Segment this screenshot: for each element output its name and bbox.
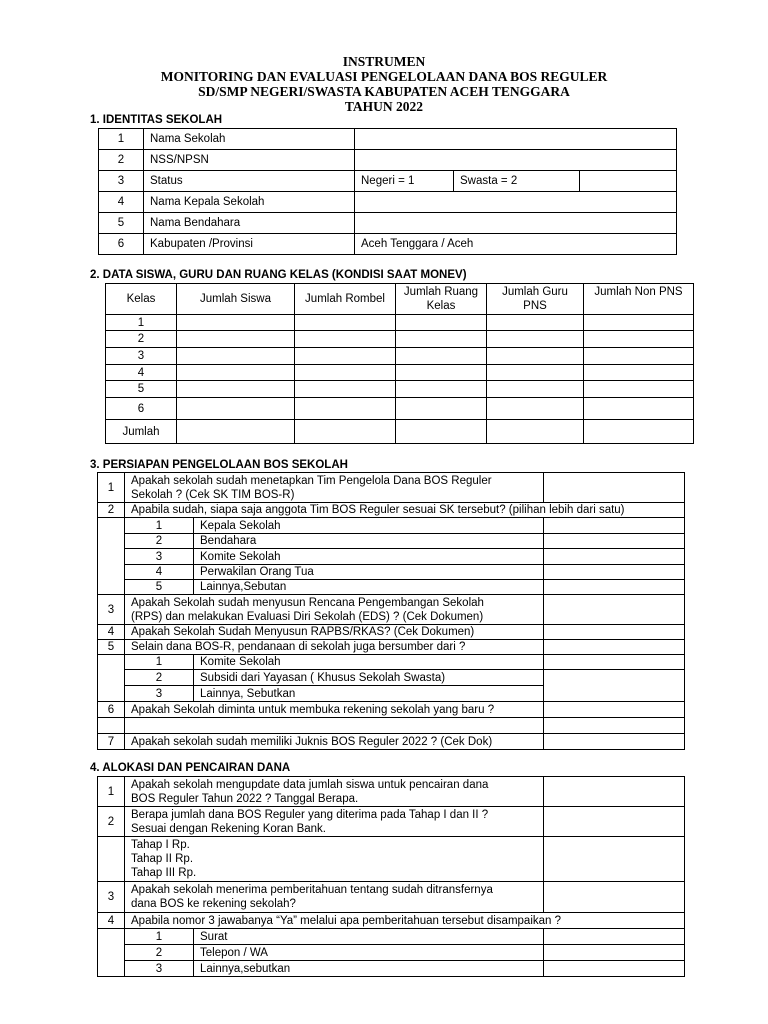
data-cell[interactable]	[584, 381, 694, 398]
doc-title-line1: INSTRUMEN	[342, 54, 426, 69]
row-number: 5	[99, 213, 144, 234]
tahap-1-label: Tahap I Rp.	[131, 839, 190, 851]
data-cell[interactable]	[295, 315, 396, 331]
question-text: Selain dana BOS-R, pendanaan di sekolah juga bersumber dari ?	[125, 640, 544, 655]
option-number: 2	[125, 945, 194, 961]
question-text: Apakah Sekolah diminta untuk membuka rekening sekolah yang baru ?	[125, 702, 544, 718]
data-cell[interactable]	[295, 381, 396, 398]
status-option-swasta: Swasta = 2	[454, 171, 580, 192]
question-line: Sesuai dengan Rekening Koran Bank.	[131, 822, 327, 835]
table-row	[98, 734, 685, 750]
bendahara-field[interactable]	[355, 213, 677, 234]
student-data-table	[105, 283, 694, 444]
nss-npsn-field[interactable]	[355, 150, 677, 171]
data-cell[interactable]	[396, 381, 487, 398]
persiapan-table	[97, 472, 685, 750]
data-cell[interactable]	[177, 315, 295, 331]
field-label: Nama Bendahara	[144, 213, 355, 234]
nama-sekolah-field[interactable]	[355, 129, 677, 150]
data-cell[interactable]	[177, 331, 295, 348]
option-number: 5	[125, 580, 194, 595]
table-row	[98, 565, 685, 580]
row-number: 6	[99, 234, 144, 255]
data-cell[interactable]	[295, 348, 396, 365]
data-cell[interactable]	[177, 381, 295, 398]
answer-field[interactable]	[544, 534, 685, 549]
answer-field[interactable]	[544, 580, 685, 595]
kelas-cell: 6	[106, 398, 177, 420]
question-number: 3	[98, 882, 125, 913]
row-number: 3	[99, 171, 144, 192]
option-number: 1	[125, 518, 194, 534]
answer-field[interactable]	[544, 655, 685, 670]
blank-cell	[98, 929, 125, 977]
option-label: Lainnya,Sebutan	[194, 580, 544, 595]
answer-field[interactable]	[544, 473, 685, 503]
data-cell[interactable]	[295, 365, 396, 381]
option-label: Kepala Sekolah	[194, 518, 544, 534]
question-number: 4	[98, 625, 125, 640]
answer-field[interactable]	[544, 961, 685, 977]
answer-field[interactable]	[544, 670, 685, 702]
status-option-negeri: Negeri = 1	[355, 171, 454, 192]
question-text: Apakah Sekolah Sudah Menyusun RAPBS/RKAS? (Cek Dokumen)	[125, 625, 544, 640]
row-number: 4	[99, 192, 144, 213]
blank-cell	[98, 837, 125, 882]
table-row	[98, 929, 685, 945]
col-header-guru-pns: Jumlah Guru PNS	[487, 284, 584, 315]
data-cell[interactable]	[584, 420, 694, 444]
question-line: BOS Reguler Tahun 2022 ? Tanggal Berapa.	[131, 792, 359, 805]
option-label: Komite Sekolah	[194, 549, 544, 565]
data-cell[interactable]	[177, 420, 295, 444]
table-row	[106, 331, 694, 348]
col-header-kelas: Kelas	[106, 284, 177, 315]
table-row	[98, 961, 685, 977]
question-number: 7	[98, 734, 125, 750]
table-row	[106, 315, 694, 331]
table-row	[99, 213, 677, 234]
answer-field[interactable]	[544, 882, 685, 913]
data-cell[interactable]	[295, 398, 396, 420]
data-cell[interactable]	[584, 315, 694, 331]
table-row	[98, 549, 685, 565]
answer-field[interactable]	[544, 777, 685, 807]
data-cell[interactable]	[177, 398, 295, 420]
tahap-2-label: Tahap II Rp.	[131, 853, 194, 865]
question-number: 1	[98, 777, 125, 807]
option-number: 3	[125, 549, 194, 565]
kelas-cell: 5	[106, 381, 177, 398]
section-3-heading: 3. PERSIAPAN PENGELOLAAN BOS SEKOLAH	[90, 459, 348, 471]
kabupaten-provinsi-value: Aceh Tenggara / Aceh	[355, 234, 677, 255]
data-cell[interactable]	[487, 398, 584, 420]
question-line: Apakah sekolah sudah menetapkan Tim Pengelola Dana BOS Reguler	[131, 474, 492, 487]
table-header-row	[106, 284, 694, 315]
option-number: 1	[125, 929, 194, 945]
data-cell[interactable]	[295, 420, 396, 444]
answer-field[interactable]	[544, 837, 685, 882]
data-cell[interactable]	[396, 420, 487, 444]
answer-field[interactable]	[544, 549, 685, 565]
option-label: Lainnya, Sebutkan	[194, 686, 544, 702]
question-text: Apabila sudah, siapa saja anggota Tim BOS Reguler sesuai SK tersebut? (pilihan lebih dari satu)	[125, 503, 685, 518]
table-row	[98, 945, 685, 961]
question-text: Apabila nomor 3 jawabanya “Ya” melalui apa pemberitahuan tersebut disampaikan ?	[125, 913, 685, 929]
data-cell[interactable]	[584, 348, 694, 365]
data-cell[interactable]	[584, 365, 694, 381]
data-cell[interactable]	[177, 365, 295, 381]
data-cell[interactable]	[396, 348, 487, 365]
question-line: Apakah sekolah menerima pemberitahuan tentang sudah ditransfernya	[131, 884, 493, 896]
jumlah-label: Jumlah	[106, 420, 177, 444]
question-text	[125, 777, 544, 807]
row-number: 2	[99, 150, 144, 171]
field-label: Nama Sekolah	[144, 129, 355, 150]
section-1-heading: 1. IDENTITAS SEKOLAH	[90, 114, 223, 126]
answer-field[interactable]	[544, 640, 685, 655]
data-cell[interactable]	[396, 398, 487, 420]
table-row	[98, 913, 685, 929]
field-label: Status	[144, 171, 355, 192]
question-text	[125, 807, 544, 837]
table-row	[98, 473, 685, 503]
option-number: 4	[125, 565, 194, 580]
table-row	[106, 348, 694, 365]
tahap-list	[125, 837, 544, 882]
table-row	[99, 150, 677, 171]
alokasi-table	[97, 776, 685, 977]
question-number: 1	[98, 473, 125, 503]
question-number: 2	[98, 807, 125, 837]
question-line: (RPS) dan melakukan Evaluasi Diri Sekolah (EDS) ? (Cek Dokumen)	[131, 610, 484, 623]
option-label: Telepon / WA	[194, 945, 544, 961]
question-text	[125, 473, 544, 503]
question-number: 6	[98, 702, 125, 718]
kepala-sekolah-field[interactable]	[355, 192, 677, 213]
table-row	[106, 398, 694, 420]
answer-field[interactable]	[544, 565, 685, 580]
col-header-non-pns: Jumlah Non PNS	[584, 284, 694, 315]
table-row	[99, 192, 677, 213]
doc-title-line4: TAHUN 2022	[344, 99, 424, 114]
field-label: Nama Kepala Sekolah	[144, 192, 355, 213]
question-line: Sekolah ? (Cek SK TIM BOS-R)	[131, 488, 295, 501]
data-cell[interactable]	[177, 348, 295, 365]
question-text: Apakah sekolah sudah memiliki Juknis BOS Reguler 2022 ? (Cek Dok)	[125, 734, 544, 750]
tahap-3-label: Tahap III Rp.	[131, 867, 197, 879]
option-label: Surat	[194, 929, 544, 945]
question-number: 5	[98, 640, 125, 655]
table-row	[106, 381, 694, 398]
status-answer-field[interactable]	[580, 171, 677, 192]
data-cell[interactable]	[487, 331, 584, 348]
blank-cell	[98, 718, 125, 734]
data-cell[interactable]	[396, 315, 487, 331]
data-cell[interactable]	[295, 331, 396, 348]
answer-field[interactable]	[544, 929, 685, 945]
kelas-cell: 2	[106, 331, 177, 348]
question-text	[125, 882, 544, 913]
question-line: Apakah Sekolah sudah menyusun Rencana Pengembangan Sekolah	[131, 596, 484, 609]
answer-field[interactable]	[544, 718, 685, 734]
col-header-jumlah-siswa: Jumlah Siswa	[177, 284, 295, 315]
question-line: Apakah sekolah mengupdate data jumlah siswa untuk pencairan dana	[131, 778, 489, 791]
question-number: 4	[98, 913, 125, 929]
option-number: 1	[125, 655, 194, 670]
option-label: Perwakilan Orang Tua	[194, 565, 544, 580]
kelas-cell: 1	[106, 315, 177, 331]
doc-title-line2: MONITORING DAN EVALUASI PENGELOLAAN DANA BOS REGULER	[160, 69, 608, 84]
question-line: Berapa jumlah dana BOS Reguler yang diterima pada Tahap I dan II ?	[131, 808, 489, 821]
table-row	[98, 702, 685, 718]
option-label: Bendahara	[194, 534, 544, 549]
table-row	[99, 234, 677, 255]
section-4-heading: 4. ALOKASI DAN PENCAIRAN DANA	[90, 762, 291, 774]
option-number: 2	[125, 534, 194, 549]
option-label: Lainnya,sebutkan	[194, 961, 544, 977]
table-row	[98, 534, 685, 549]
identity-table	[98, 128, 677, 255]
answer-field[interactable]	[544, 702, 685, 718]
field-label: Kabupaten /Provinsi	[144, 234, 355, 255]
question-line: dana BOS ke rekening sekolah?	[131, 898, 296, 910]
table-row	[98, 837, 685, 882]
table-row	[99, 129, 677, 150]
answer-field[interactable]	[544, 945, 685, 961]
option-label: Komite Sekolah	[194, 655, 544, 670]
data-cell[interactable]	[584, 398, 694, 420]
data-cell[interactable]	[487, 315, 584, 331]
question-number: 2	[98, 503, 125, 518]
answer-field[interactable]	[544, 625, 685, 640]
kelas-cell: 4	[106, 365, 177, 381]
table-row	[98, 503, 685, 518]
data-cell[interactable]	[396, 365, 487, 381]
table-row	[98, 718, 685, 734]
table-row	[98, 625, 685, 640]
table-row	[106, 365, 694, 381]
table-row	[98, 640, 685, 655]
blank-cell	[98, 518, 125, 595]
blank-cell	[98, 655, 125, 702]
table-row	[98, 595, 685, 625]
table-row	[98, 655, 685, 670]
data-cell[interactable]	[396, 331, 487, 348]
data-cell[interactable]	[487, 381, 584, 398]
doc-title-line3: SD/SMP NEGERI/SWASTA KABUPATEN ACEH TENGGARA	[198, 84, 570, 99]
table-row	[98, 518, 685, 534]
table-row	[99, 171, 677, 192]
table-row	[98, 670, 685, 686]
data-cell[interactable]	[487, 365, 584, 381]
answer-field[interactable]	[125, 718, 544, 734]
table-row	[98, 882, 685, 913]
question-text	[125, 595, 544, 625]
data-cell[interactable]	[584, 331, 694, 348]
kelas-cell: 3	[106, 348, 177, 365]
row-number: 1	[99, 129, 144, 150]
answer-field[interactable]	[544, 595, 685, 625]
option-label: Subsidi dari Yayasan ( Khusus Sekolah Swasta)	[194, 670, 544, 686]
data-cell[interactable]	[487, 420, 584, 444]
option-number: 2	[125, 670, 194, 686]
data-cell[interactable]	[487, 348, 584, 365]
col-header-jumlah-rombel: Jumlah Rombel	[295, 284, 396, 315]
field-label: NSS/NPSN	[144, 150, 355, 171]
answer-field[interactable]	[544, 807, 685, 837]
table-row	[98, 777, 685, 807]
table-row	[98, 580, 685, 595]
option-number: 3	[125, 686, 194, 702]
answer-field[interactable]	[544, 518, 685, 534]
section-2-heading: 2. DATA SISWA, GURU DAN RUANG KELAS (KONDISI SAAT MONEV)	[90, 269, 467, 281]
table-row	[98, 807, 685, 837]
table-total-row	[106, 420, 694, 444]
option-number: 3	[125, 961, 194, 977]
question-number: 3	[98, 595, 125, 625]
col-header-ruang-kelas: Jumlah Ruang Kelas	[396, 284, 487, 315]
answer-field[interactable]	[544, 734, 685, 750]
